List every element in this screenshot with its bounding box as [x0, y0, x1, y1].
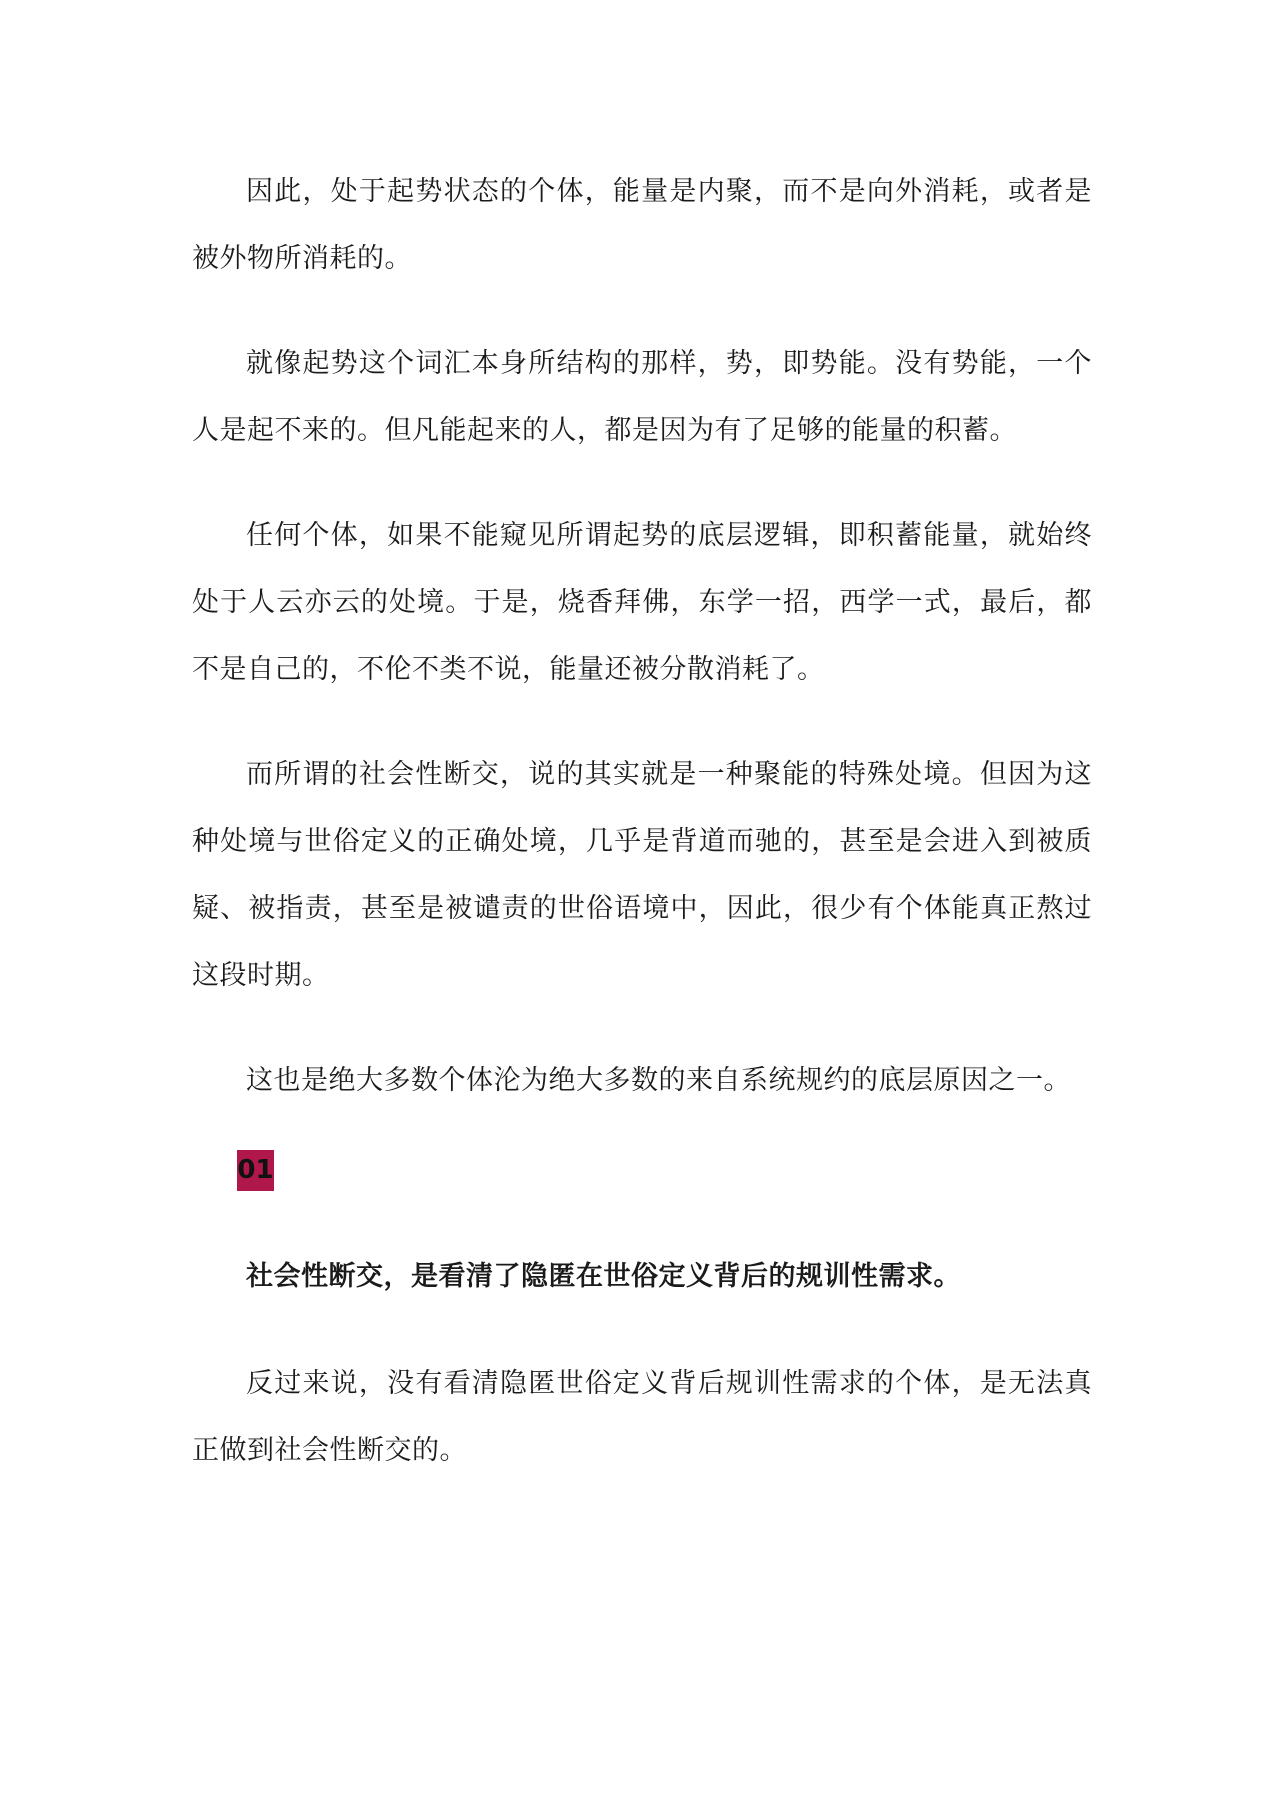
paragraph-1: 因此，处于起势状态的个体，能量是内聚，而不是向外消耗，或者是被外物所消耗的。	[192, 176, 1092, 274]
paragraph-3: 任何个体，如果不能窥见所谓起势的底层逻辑，即积蓄能量，就始终处于人云亦云的处境。于是，烧香拜佛，东学一招，西学一式，最后，都不是自己的，不伦不类不说，能量还被分散消耗了。	[192, 520, 1092, 685]
section-number-badge: 01	[237, 1150, 274, 1191]
paragraph-2: 就像起势这个词汇本身所结构的那样，势，即势能。没有势能，一个人是起不来的。但凡能起来的人，都是因为有了足够的能量的积蓄。	[192, 348, 1092, 446]
paragraph-5: 这也是绝大多数个体沦为绝大多数的来自系统规约的底层原因之一。	[246, 1065, 1071, 1096]
paragraph-4: 而所谓的社会性断交，说的其实就是一种聚能的特殊处境。但因为这种处境与世俗定义的正确处境，几乎是背道而驰的，甚至是会进入到被质疑、被指责，甚至是被谴责的世俗语境中，因此，很少有个体能真正熬过这段时期。	[192, 759, 1092, 991]
section-heading: 社会性断交，是看清了隐匿在世俗定义背后的规训性需求。	[246, 1261, 961, 1292]
article-body	[192, 158, 1092, 1484]
section-paragraph: 反过来说，没有看清隐匿世俗定义背后规训性需求的个体，是无法真正做到社会性断交的。	[192, 1368, 1092, 1466]
